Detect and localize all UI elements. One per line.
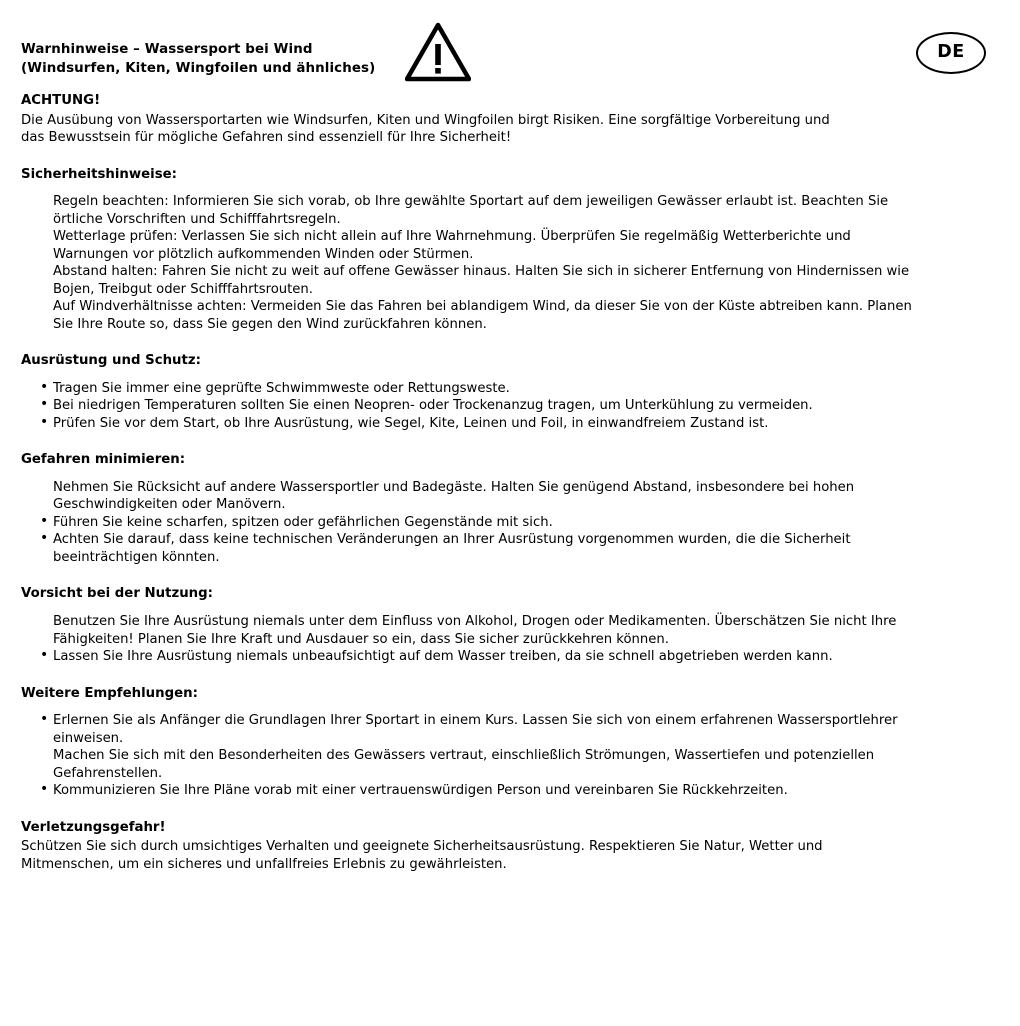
- section-heading: Weitere Empfehlungen:: [21, 685, 198, 701]
- section-gefahren-minimieren: [21, 451, 986, 566]
- list-item: [41, 479, 986, 514]
- section-items: [21, 613, 986, 665]
- list-item-line: • Achten Sie darauf, dass keine technischen Veränderungen an Ihrer Ausrüstung vorgenommen wurden, die die Sicherheit: [53, 532, 851, 548]
- list-item-line: beeinträchtigen könnten.: [53, 549, 220, 565]
- list-item-line: • Bei niedrigen Temperaturen sollten Sie einen Neopren- oder Trockenanzug tragen, um Unterkühlung zu vermeiden.: [53, 398, 813, 414]
- attention-line-1: Die Ausübung von Wassersportarten wie Windsurfen, Kiten und Wingfoilen birgt Risiken. Eine sorgfältige Vorbereitung und: [21, 112, 830, 128]
- list-item-line: Fähigkeiten! Planen Sie Ihre Kraft und Ausdauer so ein, dass Sie sicher zurückkehren können.: [53, 631, 669, 647]
- page-title: [21, 38, 986, 79]
- list-item-line: einweisen.: [53, 730, 124, 746]
- doc-title-line-2: (Windsurfen, Kiten, Wingfoilen und ähnliches): [21, 61, 376, 77]
- doc-title-line-1: Warnhinweise – Wassersport bei Wind: [21, 42, 313, 57]
- list-item-line: Bojen, Treibgut oder Schifffahrtsrouten.: [53, 281, 313, 297]
- list-item-line: Nehmen Sie Rücksicht auf andere Wassersportler und Badegäste. Halten Sie genügend Abstand, insbesondere bei hohen: [53, 479, 855, 495]
- country-code-badge: [916, 32, 986, 74]
- list-item-line: • Kommunizieren Sie Ihre Pläne vorab mit einer vertrauenswürdigen Person und vereinbaren Sie Rückkehrzeiten.: [53, 783, 788, 799]
- section-heading: Ausrüstung und Schutz:: [21, 353, 201, 369]
- warning-triangle-icon: [405, 22, 471, 82]
- attention-block: [21, 92, 986, 147]
- injury-warning-line-1: Schützen Sie sich durch umsichtiges Verhalten und geeignete Sicherheitsausrüstung. Respektieren Sie Natur, Wetter und: [21, 839, 823, 855]
- section-items: [21, 193, 986, 333]
- list-item: [41, 380, 986, 397]
- list-item: [41, 415, 986, 432]
- attention-line-2: das Bewusstsein für mögliche Gefahren sind essenziell für Ihre Sicherheit!: [21, 130, 512, 146]
- list-item: [41, 747, 986, 782]
- list-item-line: • Tragen Sie immer eine geprüfte Schwimmweste oder Rettungsweste.: [53, 380, 510, 396]
- list-item-line: Regeln beachten: Informieren Sie sich vorab, ob Ihre gewählte Sportart auf dem jeweiligen Gewässer erlaubt ist. Beachten Sie: [53, 194, 889, 210]
- section-vorsicht-bei-der-nutzung: [21, 585, 986, 665]
- list-item: [41, 712, 986, 747]
- list-item-line: • Prüfen Sie vor dem Start, ob Ihre Ausrüstung, wie Segel, Kite, Leinen und Foil, in einwandfreiem Zustand ist.: [53, 415, 769, 431]
- section-heading: Sicherheitshinweise:: [21, 166, 177, 182]
- list-item-line: Gefahrenstellen.: [53, 765, 163, 781]
- list-item-line: Wetterlage prüfen: Verlassen Sie sich nicht allein auf Ihre Wahrnehmung. Überprüfen Sie regelmäßig Wetterberichte und: [53, 229, 851, 245]
- list-item: [41, 193, 986, 228]
- attention-heading: ACHTUNG!: [21, 93, 101, 108]
- list-item-line: Warnungen vor plötzlich aufkommenden Winden oder Stürmen.: [53, 246, 474, 262]
- list-item: [41, 613, 986, 648]
- section-ausruestung-und-schutz: [21, 352, 986, 432]
- list-item: [41, 228, 986, 263]
- section-items: [21, 380, 986, 432]
- document-header: [21, 38, 986, 92]
- list-item: [41, 531, 986, 566]
- list-item-line: Abstand halten: Fahren Sie nicht zu weit auf offene Gewässer hinaus. Halten Sie sich in sicherer Entfernung von Hindernissen wie: [53, 264, 910, 280]
- section-items: [21, 712, 986, 799]
- list-item-line: Benutzen Sie Ihre Ausrüstung niemals unter dem Einfluss von Alkohol, Drogen oder Medikamenten. Überschätzen Sie nicht Ihre: [53, 614, 897, 630]
- list-item: [41, 397, 986, 414]
- list-item-line: Machen Sie sich mit den Besonderheiten des Gewässers vertraut, einschließlich Strömungen, Wassertiefen und potenziellen: [53, 748, 875, 764]
- section-sicherheitshinweise: [21, 166, 986, 334]
- injury-warning-line-2: Mitmenschen, um ein sicheres und unfallfreies Erlebnis zu gewährleisten.: [21, 856, 507, 872]
- injury-warning-block: [21, 819, 986, 874]
- list-item-line: Auf Windverhältnisse achten: Vermeiden Sie das Fahren bei ablandigem Wind, da dieser Sie von der Küste abtreiben kann. Planen: [53, 299, 912, 315]
- country-code-label: DE: [937, 42, 965, 63]
- list-item: [41, 298, 986, 333]
- list-item-line: örtliche Vorschriften und Schifffahrtsregeln.: [53, 211, 341, 227]
- list-item-line: • Erlernen Sie als Anfänger die Grundlagen Ihrer Sportart in einem Kurs. Lassen Sie sich von einem erfahrenen Wassersportlehrer: [53, 713, 898, 729]
- list-item: [41, 648, 986, 665]
- list-item-line: • Führen Sie keine scharfen, spitzen oder gefährlichen Gegenstände mit sich.: [53, 514, 553, 530]
- list-item: [41, 263, 986, 298]
- list-item: [41, 514, 986, 531]
- section-heading: Gefahren minimieren:: [21, 452, 186, 468]
- list-item-line: Sie Ihre Route so, dass Sie gegen den Wind zurückfahren können.: [53, 316, 487, 332]
- injury-warning-heading: Verletzungsgefahr!: [21, 819, 166, 835]
- list-item: [41, 782, 986, 799]
- section-items: [21, 479, 986, 566]
- section-weitere-empfehlungen: [21, 685, 986, 800]
- list-item-line: Geschwindigkeiten oder Manövern.: [53, 497, 286, 513]
- list-item-line: • Lassen Sie Ihre Ausrüstung niemals unbeaufsichtigt auf dem Wasser treiben, da sie schnell abgetrieben werden kann.: [53, 649, 833, 665]
- section-heading: Vorsicht bei der Nutzung:: [21, 586, 213, 602]
